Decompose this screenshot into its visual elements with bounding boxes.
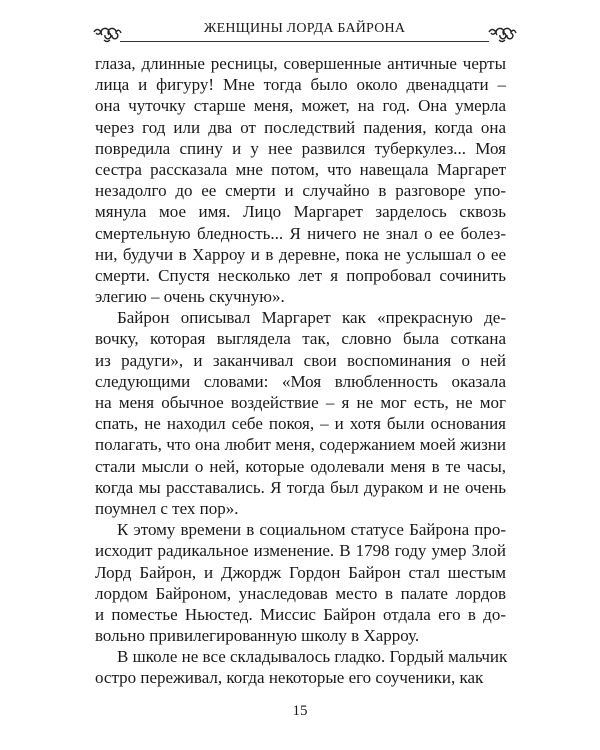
text-line: лордом Байроном, унаследовав место в палате лордов xyxy=(95,583,506,603)
text-line: вольно привилегированную школу в Харроу. xyxy=(95,626,420,646)
text-line: на меня обычное воздействие – я не мог есть, не мог xyxy=(95,393,506,412)
text-line: мянула мое имя. Лицо Маргарет зарделось сквозь xyxy=(95,202,506,222)
text-line: из радуги», и заканчивал свои воспоминания о ней xyxy=(95,350,506,370)
text-line: элегию – очень скучную». xyxy=(95,287,285,307)
text-line: Лорд Байрон, и Джордж Гордон Байрон стал шестым xyxy=(95,562,506,582)
ornament-right-icon xyxy=(487,26,517,44)
paragraph xyxy=(95,53,506,307)
text-line: смерти. Спустя несколько лет я попробовал сочинить xyxy=(95,265,506,285)
page-number: 15 xyxy=(292,703,308,719)
paragraph xyxy=(95,307,506,519)
text-line: повредила спину и у нее развился туберкулез... Моя xyxy=(95,138,506,158)
text-line: полагать, что она любит меня, содержанием моей жизни xyxy=(95,435,506,455)
paragraph xyxy=(95,646,506,688)
text-line: следующими словами: «Моя влюбленность оказала xyxy=(95,371,506,391)
header-rule xyxy=(120,41,489,42)
text-line: стали мысли о ней, которые одолевали меня в те часы, xyxy=(95,456,506,476)
text-line: смертельную бледность... Я ничего не знал о ее болез- xyxy=(95,223,506,243)
text-line: ни, будучи в Харроу и в деревне, пока не услышал о ее xyxy=(95,244,506,264)
text-line: сестра рассказала мне потом, что навещала Маргарет xyxy=(95,159,506,179)
page-body xyxy=(95,53,506,689)
paragraph xyxy=(95,519,506,646)
text-line: исходит радикальное изменение. В 1798 году умер Злой xyxy=(95,541,506,561)
text-line: остро переживал, когда некоторые его соученики, как xyxy=(95,668,484,688)
text-line: вочку, которая выглядела так, словно была соткана xyxy=(95,329,506,349)
running-header xyxy=(92,22,517,48)
text-line: незадолго до ее смерти и случайно в разговоре упо- xyxy=(95,181,506,201)
text-line: лица и фигуру! Мне тогда было около двенадцати – xyxy=(95,75,506,95)
text-line: Байрон описывал Маргарет как «прекрасную де- xyxy=(117,308,506,328)
text-line: поумнел с тех пор». xyxy=(95,498,239,518)
text-line: через год или два от последствий падения, когда она xyxy=(95,117,506,137)
text-line: В школе не все складывалось гладко. Гордый мальчик xyxy=(117,647,508,667)
text-line: и поместье Ньюстед. Миссис Байрон отдала его в до- xyxy=(95,604,506,624)
header-title: ЖЕНЩИНЫ ЛОРДА БАЙРОНА xyxy=(200,21,409,36)
text-line: К этому времени в социальном статусе Байрона про- xyxy=(117,520,506,540)
text-line: она чуточку старше меня, может, на год. Она умерла xyxy=(95,96,506,116)
text-line: спать, не находил себе покоя, – и хотя были основания xyxy=(95,414,506,434)
text-line: когда мы расставались. Я тогда был дураком и не очень xyxy=(95,477,506,497)
text-line: глаза, длинные ресницы, совершенные античные черты xyxy=(95,54,506,73)
